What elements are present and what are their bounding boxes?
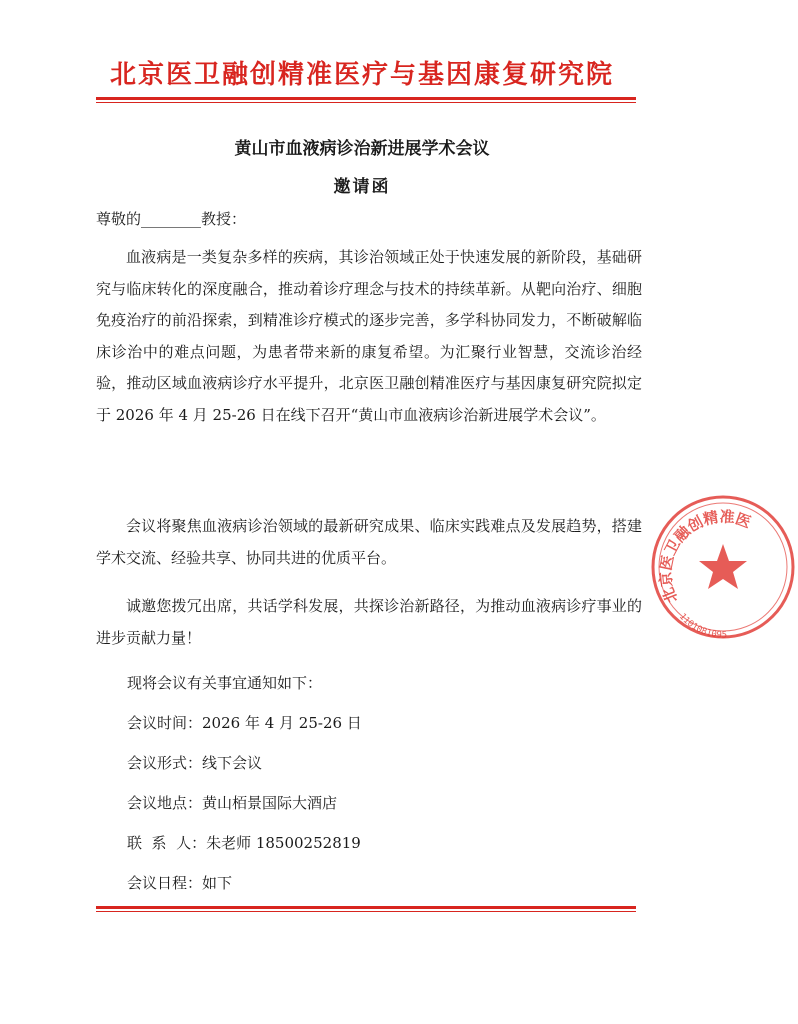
meeting-contact: 联 系 人：朱老师 18500252819 [127, 834, 361, 852]
seal-text: 北京医卫融创精准医 [656, 507, 754, 606]
header-divider-thick [96, 97, 636, 100]
meeting-time: 会议时间：2026 年 4 月 25-26 日 [127, 714, 362, 732]
salutation-prefix: 尊敬的 [96, 210, 142, 228]
salutation-blank: ________ [141, 210, 202, 228]
meeting-format: 会议形式：线下会议 [127, 754, 263, 772]
invitation-paragraph: 诚邀您拨冗出席，共话学科发展，共探诊治新路径，为推动血液病诊疗事业的进步贡献力量！ [96, 597, 642, 647]
focus-paragraph: 会议将聚焦血液病诊治领域的最新研究成果、临床实践难点及发展趋势，搭建学术交流、经验共享、协同共进的优质平台。 [96, 517, 642, 567]
header-divider-thin [96, 102, 636, 103]
meeting-title: 黄山市血液病诊治新进展学术会议 [234, 139, 490, 159]
meeting-schedule: 会议日程：如下 [127, 874, 233, 892]
footer-divider-thin [96, 911, 636, 912]
document-type-title: 邀请函 [333, 177, 391, 197]
institution-header: 北京医卫融创精准医疗与基因康复研究院 [109, 60, 614, 90]
salutation [96, 208, 246, 229]
salutation-suffix: 教授： [201, 210, 247, 228]
meeting-venue: 会议地点：黄山栢景国际大酒店 [127, 794, 338, 812]
intro-paragraph: 血液病是一类复杂多样的疾病，其诊治领域正处于快速发展的新阶段，基础研究与临床转化的深度融合，推动着诊疗理念与技术的持续革新。从靶向治疗、细胞免疫治疗的前沿探索，到精准诊疗模式的逐步完善，多学科协同发力，不断破解临床诊治中的难点问题，为患者带来新的康复希望。为汇聚行业智慧，交流诊治经验，推动区域血液病诊疗水平提升，北京医卫融创精准医疗与基因康复研究院拟定于 2026 年 4 月 25-26 日在线下召开“黄山市血液病诊治新进展学术会议”。 [96, 248, 642, 424]
footer-divider-thick [96, 906, 636, 909]
notice-intro: 现将会议有关事宜通知如下： [127, 674, 323, 692]
seal-star-icon [699, 544, 747, 589]
official-seal-stamp [648, 482, 798, 652]
seal-number: 1101081095 [676, 611, 728, 641]
